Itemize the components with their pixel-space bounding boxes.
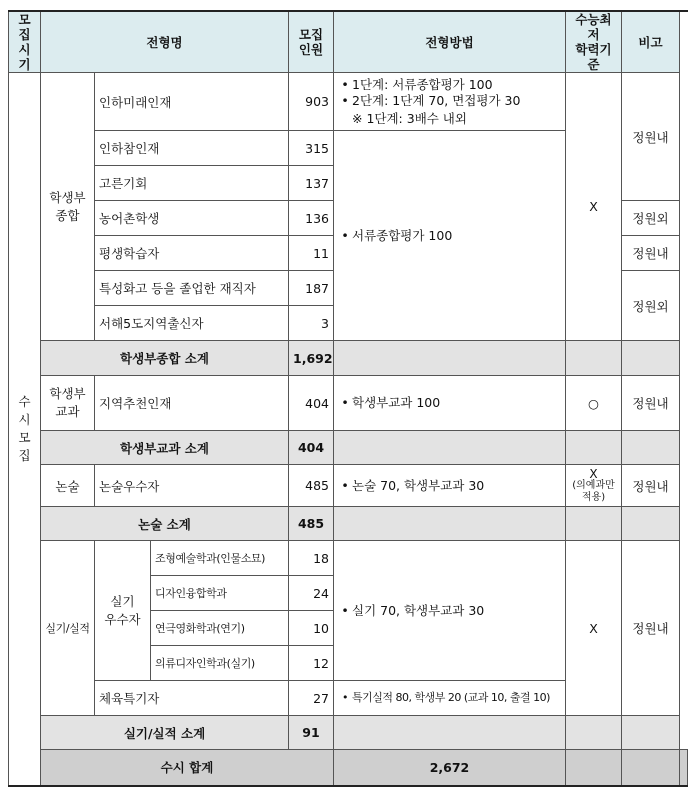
quota-cell: 24 bbox=[289, 576, 334, 611]
name-cell: 인하미래인재 bbox=[95, 73, 289, 131]
subtotal-value: 1,692 bbox=[289, 341, 334, 376]
table-row bbox=[9, 465, 688, 507]
total-label: 수시 합계 bbox=[41, 750, 334, 786]
remark-cell: 정원외 bbox=[622, 201, 680, 236]
group-student-subj: 학생부 교과 bbox=[41, 376, 95, 431]
name-cell: 연극영화학과(연기) bbox=[151, 611, 289, 646]
method-cell: • 특기실적 80, 학생부 20 (교과 10, 출결 10) bbox=[334, 681, 566, 716]
name-cell: 농어촌학생 bbox=[95, 201, 289, 236]
quota-cell: 187 bbox=[289, 271, 334, 306]
name-cell: 논술우수자 bbox=[95, 465, 289, 507]
name-cell: 체육특기자 bbox=[95, 681, 289, 716]
subtotal-row bbox=[9, 431, 688, 465]
group-student-comp: 학생부 종합 bbox=[41, 73, 95, 341]
admission-table bbox=[8, 10, 688, 787]
name-cell: 지역추천인재 bbox=[95, 376, 289, 431]
quota-cell: 27 bbox=[289, 681, 334, 716]
total-value: 2,672 bbox=[334, 750, 566, 786]
subtotal-row bbox=[9, 716, 688, 750]
quota-cell: 12 bbox=[289, 646, 334, 681]
method-cell: • 1단계: 서류종합평가 100 • 2단계: 1단계 70, 면접평가 30 ※ 1단계: 3배수 내외 bbox=[334, 73, 566, 131]
subtotal-value: 91 bbox=[289, 716, 334, 750]
header-row bbox=[9, 11, 688, 73]
quota-cell: 485 bbox=[289, 465, 334, 507]
quota-cell: 903 bbox=[289, 73, 334, 131]
subtotal-label: 논술 소계 bbox=[41, 507, 289, 541]
header-csat: 수능최저 학력기준 bbox=[566, 11, 622, 73]
remark-cell: 정원내 bbox=[622, 376, 680, 431]
group-practical-sub: 실기 우수자 bbox=[95, 541, 151, 681]
name-cell: 디자인융합학과 bbox=[151, 576, 289, 611]
remark-cell: 정원내 bbox=[622, 541, 680, 716]
header-period: 모집 시기 bbox=[9, 11, 41, 73]
total-row bbox=[9, 750, 688, 786]
subtotal-row bbox=[9, 507, 688, 541]
quota-cell: 18 bbox=[289, 541, 334, 576]
name-cell: 조형예술학과(인물소묘) bbox=[151, 541, 289, 576]
subtotal-label: 실기/실적 소계 bbox=[41, 716, 289, 750]
subtotal-row bbox=[9, 341, 688, 376]
quota-cell: 137 bbox=[289, 166, 334, 201]
name-cell: 고른기회 bbox=[95, 166, 289, 201]
period-cell: 수 시 모 집 bbox=[9, 73, 41, 786]
header-name: 전형명 bbox=[41, 11, 289, 73]
csat-cell: X (의예과만 적용) bbox=[566, 465, 622, 507]
quota-cell: 10 bbox=[289, 611, 334, 646]
remark-cell: 정원내 bbox=[622, 236, 680, 271]
quota-cell: 3 bbox=[289, 306, 334, 341]
name-cell: 의류디자인학과(실기) bbox=[151, 646, 289, 681]
remark-cell: 정원외 bbox=[622, 271, 680, 341]
quota-cell: 11 bbox=[289, 236, 334, 271]
csat-cell: X bbox=[566, 541, 622, 716]
method-cell: • 실기 70, 학생부교과 30 bbox=[334, 541, 566, 681]
quota-cell: 404 bbox=[289, 376, 334, 431]
name-cell: 평생학습자 bbox=[95, 236, 289, 271]
csat-cell: X bbox=[566, 73, 622, 341]
name-cell: 인하참인재 bbox=[95, 131, 289, 166]
header-remark: 비고 bbox=[622, 11, 680, 73]
remark-cell: 정원내 bbox=[622, 73, 680, 201]
method-cell: • 학생부교과 100 bbox=[334, 376, 566, 431]
group-practical: 실기/실적 bbox=[41, 541, 95, 716]
name-cell: 서해5도지역출신자 bbox=[95, 306, 289, 341]
table-row bbox=[9, 73, 688, 131]
header-method: 전형방법 bbox=[334, 11, 566, 73]
quota-cell: 315 bbox=[289, 131, 334, 166]
method-cell: • 서류종합평가 100 bbox=[334, 131, 566, 341]
method-cell: • 논술 70, 학생부교과 30 bbox=[334, 465, 566, 507]
name-cell: 특성화고 등을 졸업한 재직자 bbox=[95, 271, 289, 306]
table-row bbox=[9, 376, 688, 431]
csat-cell: ○ bbox=[566, 376, 622, 431]
group-essay: 논술 bbox=[41, 465, 95, 507]
subtotal-label: 학생부종합 소계 bbox=[41, 341, 289, 376]
quota-cell: 136 bbox=[289, 201, 334, 236]
header-quota: 모집 인원 bbox=[289, 11, 334, 73]
table-row bbox=[9, 541, 688, 576]
subtotal-value: 404 bbox=[289, 431, 334, 465]
subtotal-label: 학생부교과 소계 bbox=[41, 431, 289, 465]
subtotal-value: 485 bbox=[289, 507, 334, 541]
remark-cell: 정원내 bbox=[622, 465, 680, 507]
